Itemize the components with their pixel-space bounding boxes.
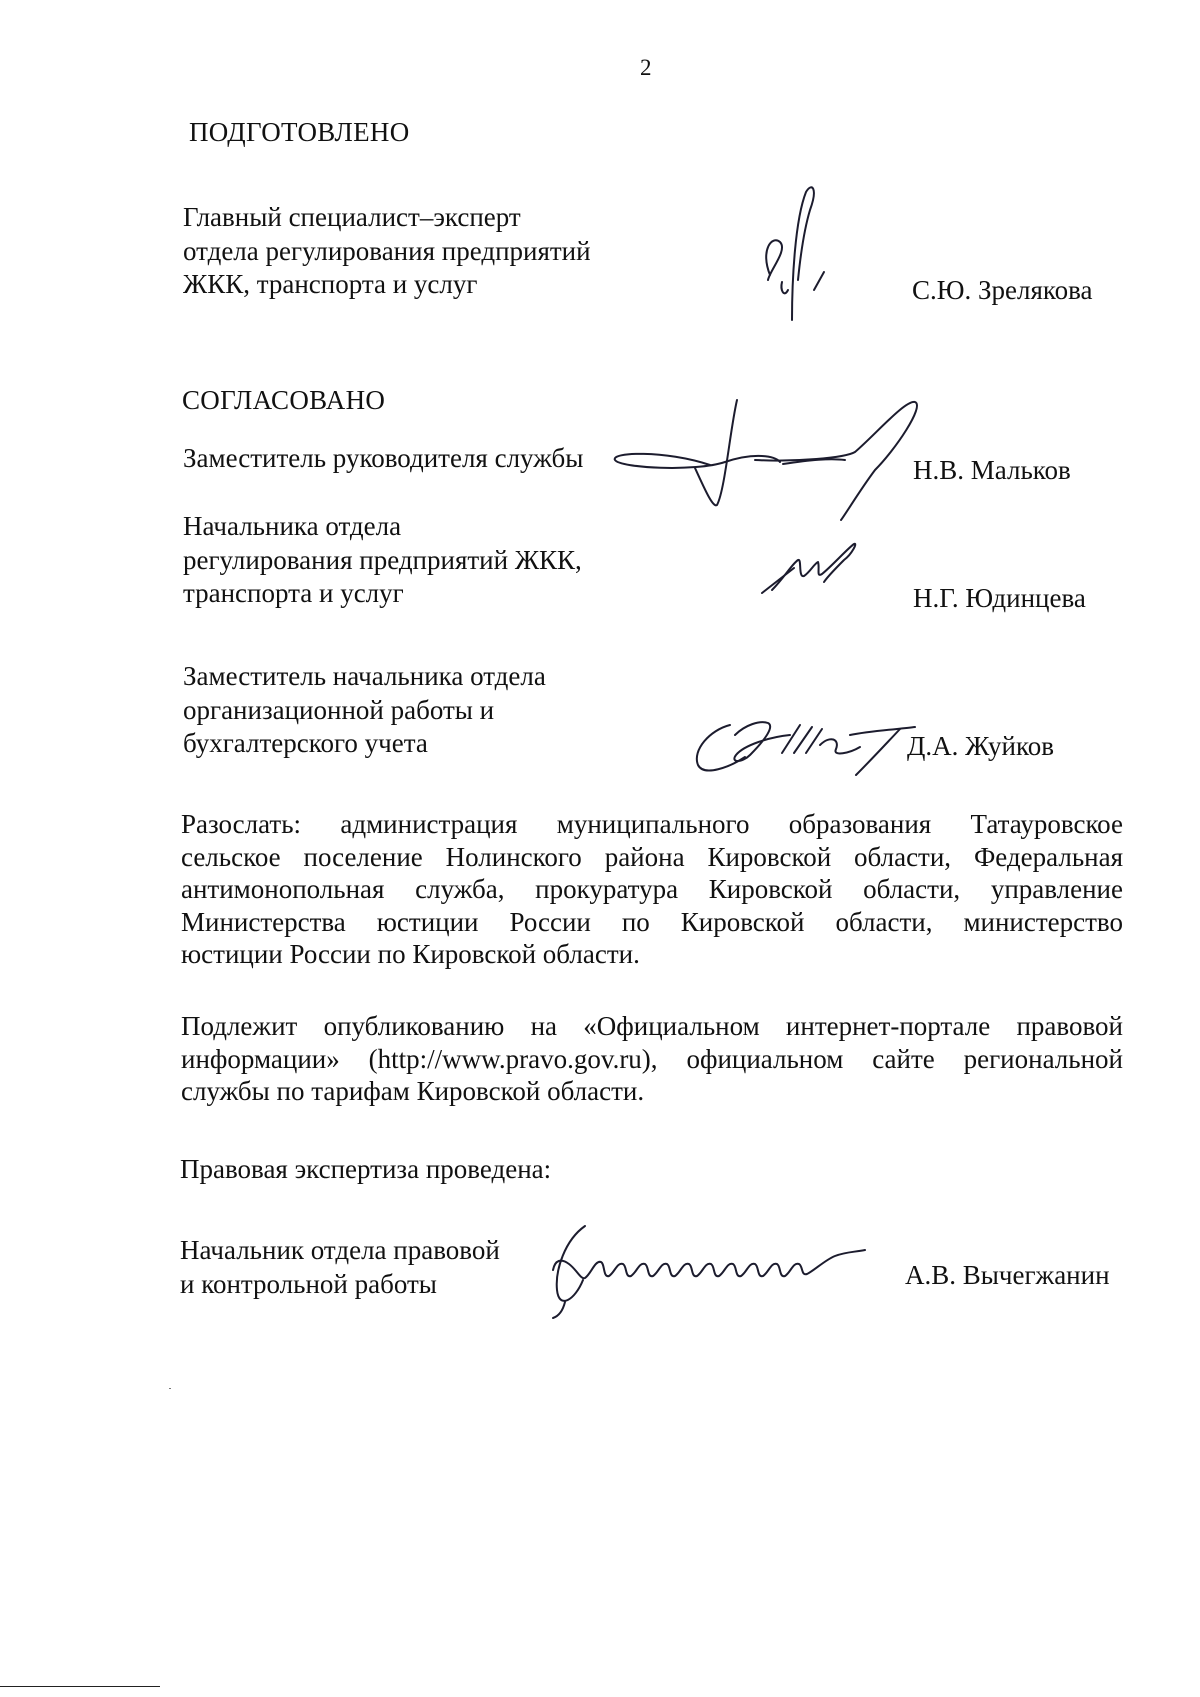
signature-yudintseva (758, 538, 868, 598)
footer-rule (0, 1686, 160, 1687)
paragraph-line: информации» (http://www.pravo.gov.ru), официальном сайте региональной (181, 1043, 1123, 1074)
legal-review-position (180, 1234, 500, 1301)
agreed-heading: СОГЛАСОВАНО (182, 385, 386, 415)
position-line: Главный специалист–эксперт (183, 202, 521, 232)
distribution-paragraph (181, 808, 1123, 971)
scan-speck (169, 1388, 171, 1389)
prepared-position (183, 201, 591, 302)
position-line: Заместитель руководителя службы (183, 443, 584, 473)
paragraph-line: антимонопольная служба, прокуратура Кировской области, управление (181, 874, 1123, 904)
position-line: ЖКК, транспорта и услуг (183, 269, 478, 299)
position-line: регулирования предприятий ЖКК, (183, 544, 582, 575)
position-line: Начальника отдела (183, 511, 402, 541)
position-line: транспорта и услуг (183, 578, 404, 608)
paragraph-line: Подлежит опубликованию на «Официальном интернет-портале правовой (181, 1011, 1123, 1041)
signatory-name: Н.В. Мальков (913, 455, 1071, 485)
position-line: Заместитель начальника отдела (183, 661, 546, 691)
agreed-position-2 (183, 510, 582, 611)
agreed-position-3 (183, 660, 546, 761)
signature-zrelyakova (740, 180, 850, 340)
paragraph-line: юстиции России по Кировской области. (181, 939, 640, 969)
paragraph-line: Министерства юстиции России по Кировской области, министерство (181, 906, 1123, 937)
position-line: бухгалтерского учета (183, 728, 428, 758)
page-number: 2 (640, 55, 652, 80)
position-line: Начальник отдела правовой (180, 1235, 500, 1265)
signature-vychegzhanin (525, 1220, 875, 1320)
signature-malkov (605, 390, 925, 530)
paragraph-line: сельское поселение Нолинского района Кировской области, Федеральная (181, 841, 1123, 872)
signatory-name: Н.Г. Юдинцева (913, 583, 1086, 613)
prepared-heading: ПОДГОТОВЛЕНО (189, 117, 410, 147)
signature-zhuykov (690, 705, 920, 780)
signatory-name: А.В. Вычегжанин (905, 1260, 1110, 1290)
position-line: организационной работы и (183, 694, 495, 725)
signatory-name: С.Ю. Зрелякова (912, 275, 1093, 305)
signatory-name: Д.А. Жуйков (907, 731, 1054, 761)
position-line: отдела регулирования предприятий (183, 235, 591, 266)
agreed-position-1 (183, 442, 583, 476)
legal-review-heading: Правовая экспертиза проведена: (180, 1154, 552, 1184)
publication-paragraph (181, 1010, 1123, 1108)
position-line: и контрольной работы (180, 1268, 437, 1299)
paragraph-line: Разослать: администрация муниципального образования Татауровское (181, 809, 1123, 839)
paragraph-line: службы по тарифам Кировской области. (181, 1076, 645, 1106)
